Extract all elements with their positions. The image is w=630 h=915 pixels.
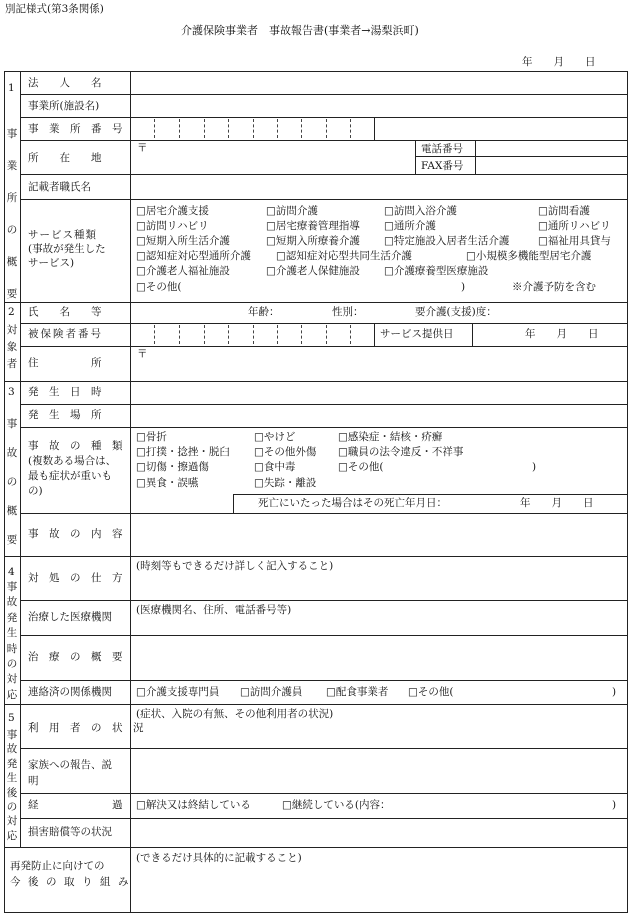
handling-field[interactable]	[132, 574, 626, 599]
treatment-field[interactable]	[132, 637, 626, 679]
occurrence-place-label: 発 生 場 所	[28, 409, 102, 421]
service-option[interactable]: □居宅介護支援	[136, 205, 209, 217]
family-report-label-1: 家族への報告、説	[28, 759, 112, 771]
service-option[interactable]: □介護療養型医療施設	[384, 265, 489, 277]
fax-label: FAX番号	[421, 160, 464, 172]
accident-content-field[interactable]	[132, 515, 626, 555]
user-status-note: (症状、入院の有無、その他利用者の状況)	[136, 708, 334, 720]
tel-field[interactable]	[477, 141, 626, 155]
damages-field[interactable]	[132, 820, 626, 846]
insured-number-field[interactable]	[132, 325, 372, 345]
service-type-note-1: (事故が発生した	[28, 243, 106, 255]
progress-label: 経 過	[28, 799, 123, 811]
service-option[interactable]: □訪問看護	[538, 205, 590, 217]
progress-close: )	[612, 799, 617, 811]
subject-name-label: 氏 名 等	[28, 306, 102, 318]
service-option[interactable]: □認知症対応型共同生活介護	[276, 250, 412, 262]
accident-kind-option[interactable]: □その他(	[338, 461, 384, 473]
section-5-number: 5	[8, 712, 15, 724]
handling-label: 対 処 の 仕 方	[28, 572, 123, 584]
service-option[interactable]: □訪問介護	[266, 205, 318, 217]
progress-option[interactable]: □継続している(内容：	[282, 799, 391, 811]
prevention-label-2: 今 後 の 取 り 組 み	[10, 876, 127, 888]
report-date[interactable]: 年 月 日	[522, 56, 596, 68]
section-2-title: 対象者	[6, 324, 18, 370]
service-option[interactable]: □介護老人福祉施設	[136, 265, 230, 277]
accident-kind-option[interactable]: □食中毒	[254, 461, 296, 473]
accident-kind-label: 事 故 の 種 類	[28, 440, 123, 452]
service-other-close: )	[461, 281, 466, 293]
accident-kind-option[interactable]: □その他外傷	[254, 446, 317, 458]
death-date[interactable]: 年 月 日	[520, 497, 594, 509]
fax-field[interactable]	[477, 158, 626, 173]
service-type-note-2: サービス)	[28, 257, 75, 269]
section-4-title: 事故発生時の対応	[6, 581, 18, 701]
contacted-option[interactable]: □訪問介護員	[240, 686, 303, 698]
section-2-number: 2	[8, 306, 15, 318]
service-option[interactable]: □短期入所療養介護	[266, 235, 360, 247]
service-option[interactable]: □訪問リハビリ	[136, 220, 209, 232]
office-name-field[interactable]	[132, 96, 626, 116]
service-start-date[interactable]: 年 月 日	[525, 328, 599, 340]
prevention-note: ※介護予防を含む	[512, 281, 596, 293]
damages-label: 損害賠償等の状況	[28, 826, 112, 838]
service-option[interactable]: □認知症対応型通所介護	[136, 250, 251, 262]
handling-note: (時刻等もできるだけ詳しく記入すること)	[136, 560, 334, 572]
contacted-orgs-label: 連絡済の関係機関	[28, 686, 112, 698]
age-label: 年齢：	[248, 306, 280, 318]
prevention-note: (できるだけ具体的に記載すること)	[136, 852, 302, 864]
death-date-label: 死亡にいたった場合はその死亡年月日：	[258, 497, 447, 509]
accident-content-label: 事 故 の 内 容	[28, 528, 123, 540]
writer-field[interactable]	[132, 176, 626, 198]
accident-kind-option[interactable]: □失踪・離設	[254, 477, 317, 489]
form-reference: 別記様式(第3条関係)	[5, 3, 104, 15]
service-option[interactable]: □通所リハビリ	[538, 220, 611, 232]
occurrence-date-label: 発 生 日 時	[28, 386, 102, 398]
care-level-field[interactable]	[510, 304, 625, 322]
prevention-field[interactable]	[132, 866, 626, 910]
medical-institution-note: (医療機関名、住所、電話番号等)	[136, 604, 292, 616]
section-5-title: 事故発生後の対応	[6, 729, 18, 842]
corp-name-label: 法 人 名	[28, 77, 102, 89]
office-name-label: 事業所(施設名)	[28, 100, 100, 112]
office-number-label: 事 業 所 番 号	[28, 123, 123, 135]
contacted-other-close: )	[612, 686, 617, 698]
occurrence-date-field[interactable]	[132, 383, 626, 403]
medical-institution-label: 治療した医療機関	[28, 611, 112, 623]
treatment-label: 治 療 の 概 要	[28, 651, 123, 663]
service-option-other[interactable]: □その他(	[136, 281, 182, 293]
accident-kind-option[interactable]: □打撲・捻挫・脱臼	[136, 446, 230, 458]
accident-kind-option[interactable]: □切傷・擦過傷	[136, 461, 209, 473]
family-report-field[interactable]	[132, 750, 626, 792]
section-4-number: 4	[8, 566, 15, 578]
sex-label: 性別：	[332, 306, 364, 318]
age-field[interactable]	[282, 304, 327, 322]
user-status-label: 利 用 者 の 状 況	[28, 722, 144, 734]
subject-postal-mark: 〒	[137, 348, 148, 360]
section-1-title: 事業所の概要	[6, 128, 18, 300]
subject-address-field[interactable]	[148, 348, 626, 380]
section-3-title: 事故の概要	[6, 418, 18, 546]
writer-label: 記載者職氏名	[28, 181, 91, 193]
service-option[interactable]: □居宅療養管理指導	[266, 220, 360, 232]
service-option[interactable]: □特定施設入居者生活介護	[384, 235, 510, 247]
accident-kind-other-close: )	[532, 461, 537, 473]
service-option[interactable]: □短期入所生活介護	[136, 235, 230, 247]
service-option[interactable]: □小規模多機能型居宅介護	[466, 250, 592, 262]
service-option[interactable]: □福祉用具貸与	[538, 235, 611, 247]
accident-kind-option[interactable]: □異食・誤嚥	[136, 477, 199, 489]
insured-number-label: 被保険者番号	[28, 328, 103, 340]
prevention-label-1: 再発防止に向けての	[10, 860, 105, 872]
service-start-label: サービス提供日	[380, 328, 454, 340]
office-address-label: 所 在 地	[28, 152, 102, 164]
medical-institution-field[interactable]	[132, 618, 626, 634]
care-level-label: 要介護(支援)度：	[415, 306, 497, 318]
section-3-number: 3	[8, 386, 15, 398]
contacted-option[interactable]: □配食事業者	[326, 686, 389, 698]
accident-kind-option[interactable]: □骨折	[136, 431, 167, 443]
accident-kind-option[interactable]: □職員の法令違反・不祥事	[338, 446, 464, 458]
family-report-label-2: 明	[28, 775, 39, 787]
user-status-field[interactable]	[132, 722, 626, 747]
office-postal-mark: 〒	[137, 142, 148, 154]
contacted-option[interactable]: □その他(	[408, 686, 454, 698]
office-address-field[interactable]	[148, 142, 413, 172]
progress-option[interactable]: □解決又は終結している	[136, 799, 251, 811]
occurrence-place-field[interactable]	[132, 406, 626, 426]
service-option[interactable]: □介護老人保健施設	[266, 265, 360, 277]
service-option[interactable]: □訪問入浴介護	[384, 205, 457, 217]
service-type-label: サービス種類	[28, 229, 97, 241]
section-1-number: 1	[8, 82, 15, 94]
corp-name-field[interactable]	[132, 73, 626, 93]
sex-field[interactable]	[366, 304, 411, 322]
subject-address-label: 住 所	[28, 357, 102, 369]
accident-kind-option[interactable]: □感染症・結核・疥癬	[338, 431, 443, 443]
office-number-field[interactable]	[132, 119, 372, 139]
contacted-option[interactable]: □介護支援専門員	[136, 686, 220, 698]
accident-kind-note-3: の)	[28, 485, 43, 497]
accident-kind-note-2: 最も症状が重いも	[28, 470, 112, 482]
tel-label: 電話番号	[421, 143, 463, 155]
service-option[interactable]: □通所介護	[384, 220, 436, 232]
accident-kind-option[interactable]: □やけど	[254, 431, 296, 443]
accident-kind-note-1: (複数ある場合は、	[28, 455, 117, 467]
form-title: 介護保険事業者 事故報告書(事業者→湯梨浜町)	[181, 24, 419, 37]
